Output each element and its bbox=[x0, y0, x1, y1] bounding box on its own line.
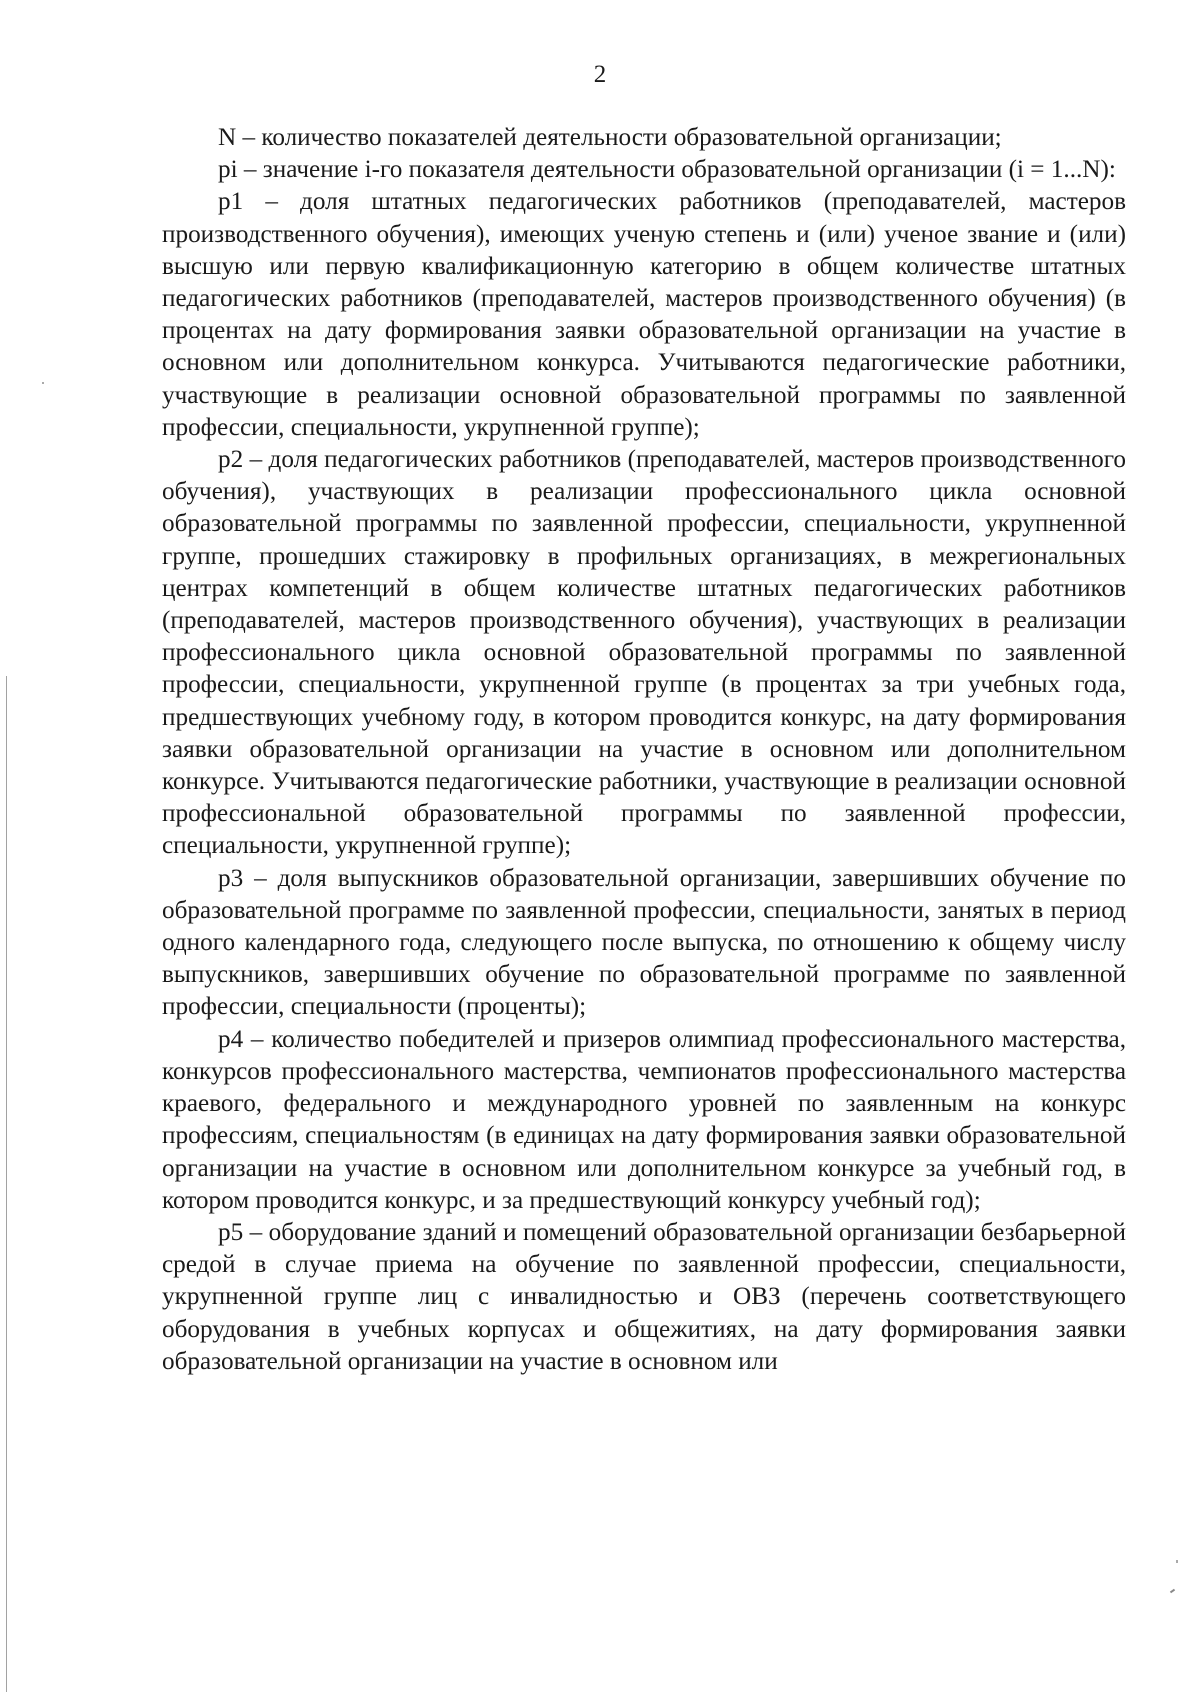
paragraph-p4: p4 – количество победителей и призеров олимпиад профессионального мастерства, конкурсов профессионального мастерства, чемпионатов профессионального мастерства краевого, федерального и международного уровней по заявленным на конкурс профессиям, специальностям (в единицах на дату формирования заявки образовательной организации на участие в основном или дополнительном конкурсе за учебный год, в котором проводится конкурс, и за предшествующий конкурсу учебный год); bbox=[162, 1025, 1126, 1214]
document-body bbox=[162, 122, 1126, 1378]
page-number: 2 bbox=[593, 61, 607, 88]
paragraph-p3: p3 – доля выпускников образовательной организации, завершивших обучение по образовательной программе по заявленной профессии, специальности, занятых в период одного календарного года, следующего после выпуска, по отношению к общему числу выпускников, завершивших обучение по образовательной программе по заявленной профессии, специальности (проценты); bbox=[162, 864, 1126, 1021]
paragraph-p5: p5 – оборудование зданий и помещений образовательной организации безбарьерной средой в случае приема на обучение по заявленной профессии, специальности, укрупненной группе лиц с инвалидностью и ОВЗ (перечень соответствующего оборудования в учебных корпусах и общежитиях, на дату формирования заявки образовательной организации на участие в основном или bbox=[162, 1218, 1126, 1375]
paragraph-p1: p1 – доля штатных педагогических работников (преподавателей, мастеров производственного обучения), имеющих ученую степень и (или) ученое звание и (или) высшую или первую квалификационную категорию в общем количестве штатных педагогических работников (преподавателей, мастеров производственного обучения) (в процентах на дату формирования заявки образовательной организации на участие в основном или дополнительном конкурса. Учитываются педагогические работники, участвующие в реализации основной образовательной программы по заявленной профессии, специальности, укрупненной группе); bbox=[162, 188, 1126, 441]
scan-speck bbox=[42, 382, 44, 384]
paragraph-p2: p2 – доля педагогических работников (преподавателей, мастеров производственного обучения), участвующих в реализации профессионального цикла основной образовательной программы по заявленной профессии, специальности, укрупненной группе, прошедших стажировку в профильных организациях, в межрегиональных центрах компетенций в общем количестве штатных педагогических работников (преподавателей, мастеров производственного обучения), участвующих в реализации профессионального цикла основной образовательной программы по заявленной профессии, специальности, укрупненной группе (в процентах за три учебных года, предшествующих учебному году, в котором проводится конкурс, на дату формирования заявки образовательной организации на участие в основном или дополнительном конкурсе. Учитываются педагогические работники, участвующие в реализации основной профессиональной образовательной программы по заявленной профессии, специальности, укрупненной группе); bbox=[162, 446, 1126, 860]
paragraph-n-definition: N – количество показателей деятельности образовательной организации; bbox=[218, 124, 1002, 151]
scan-speck bbox=[1170, 1589, 1175, 1594]
scan-speck bbox=[1176, 1560, 1178, 1563]
scan-margin-line bbox=[6, 676, 7, 1692]
paragraph-pi-definition: pi – значение i-го показателя деятельности образовательной организации (i = 1...N): bbox=[218, 156, 1116, 184]
